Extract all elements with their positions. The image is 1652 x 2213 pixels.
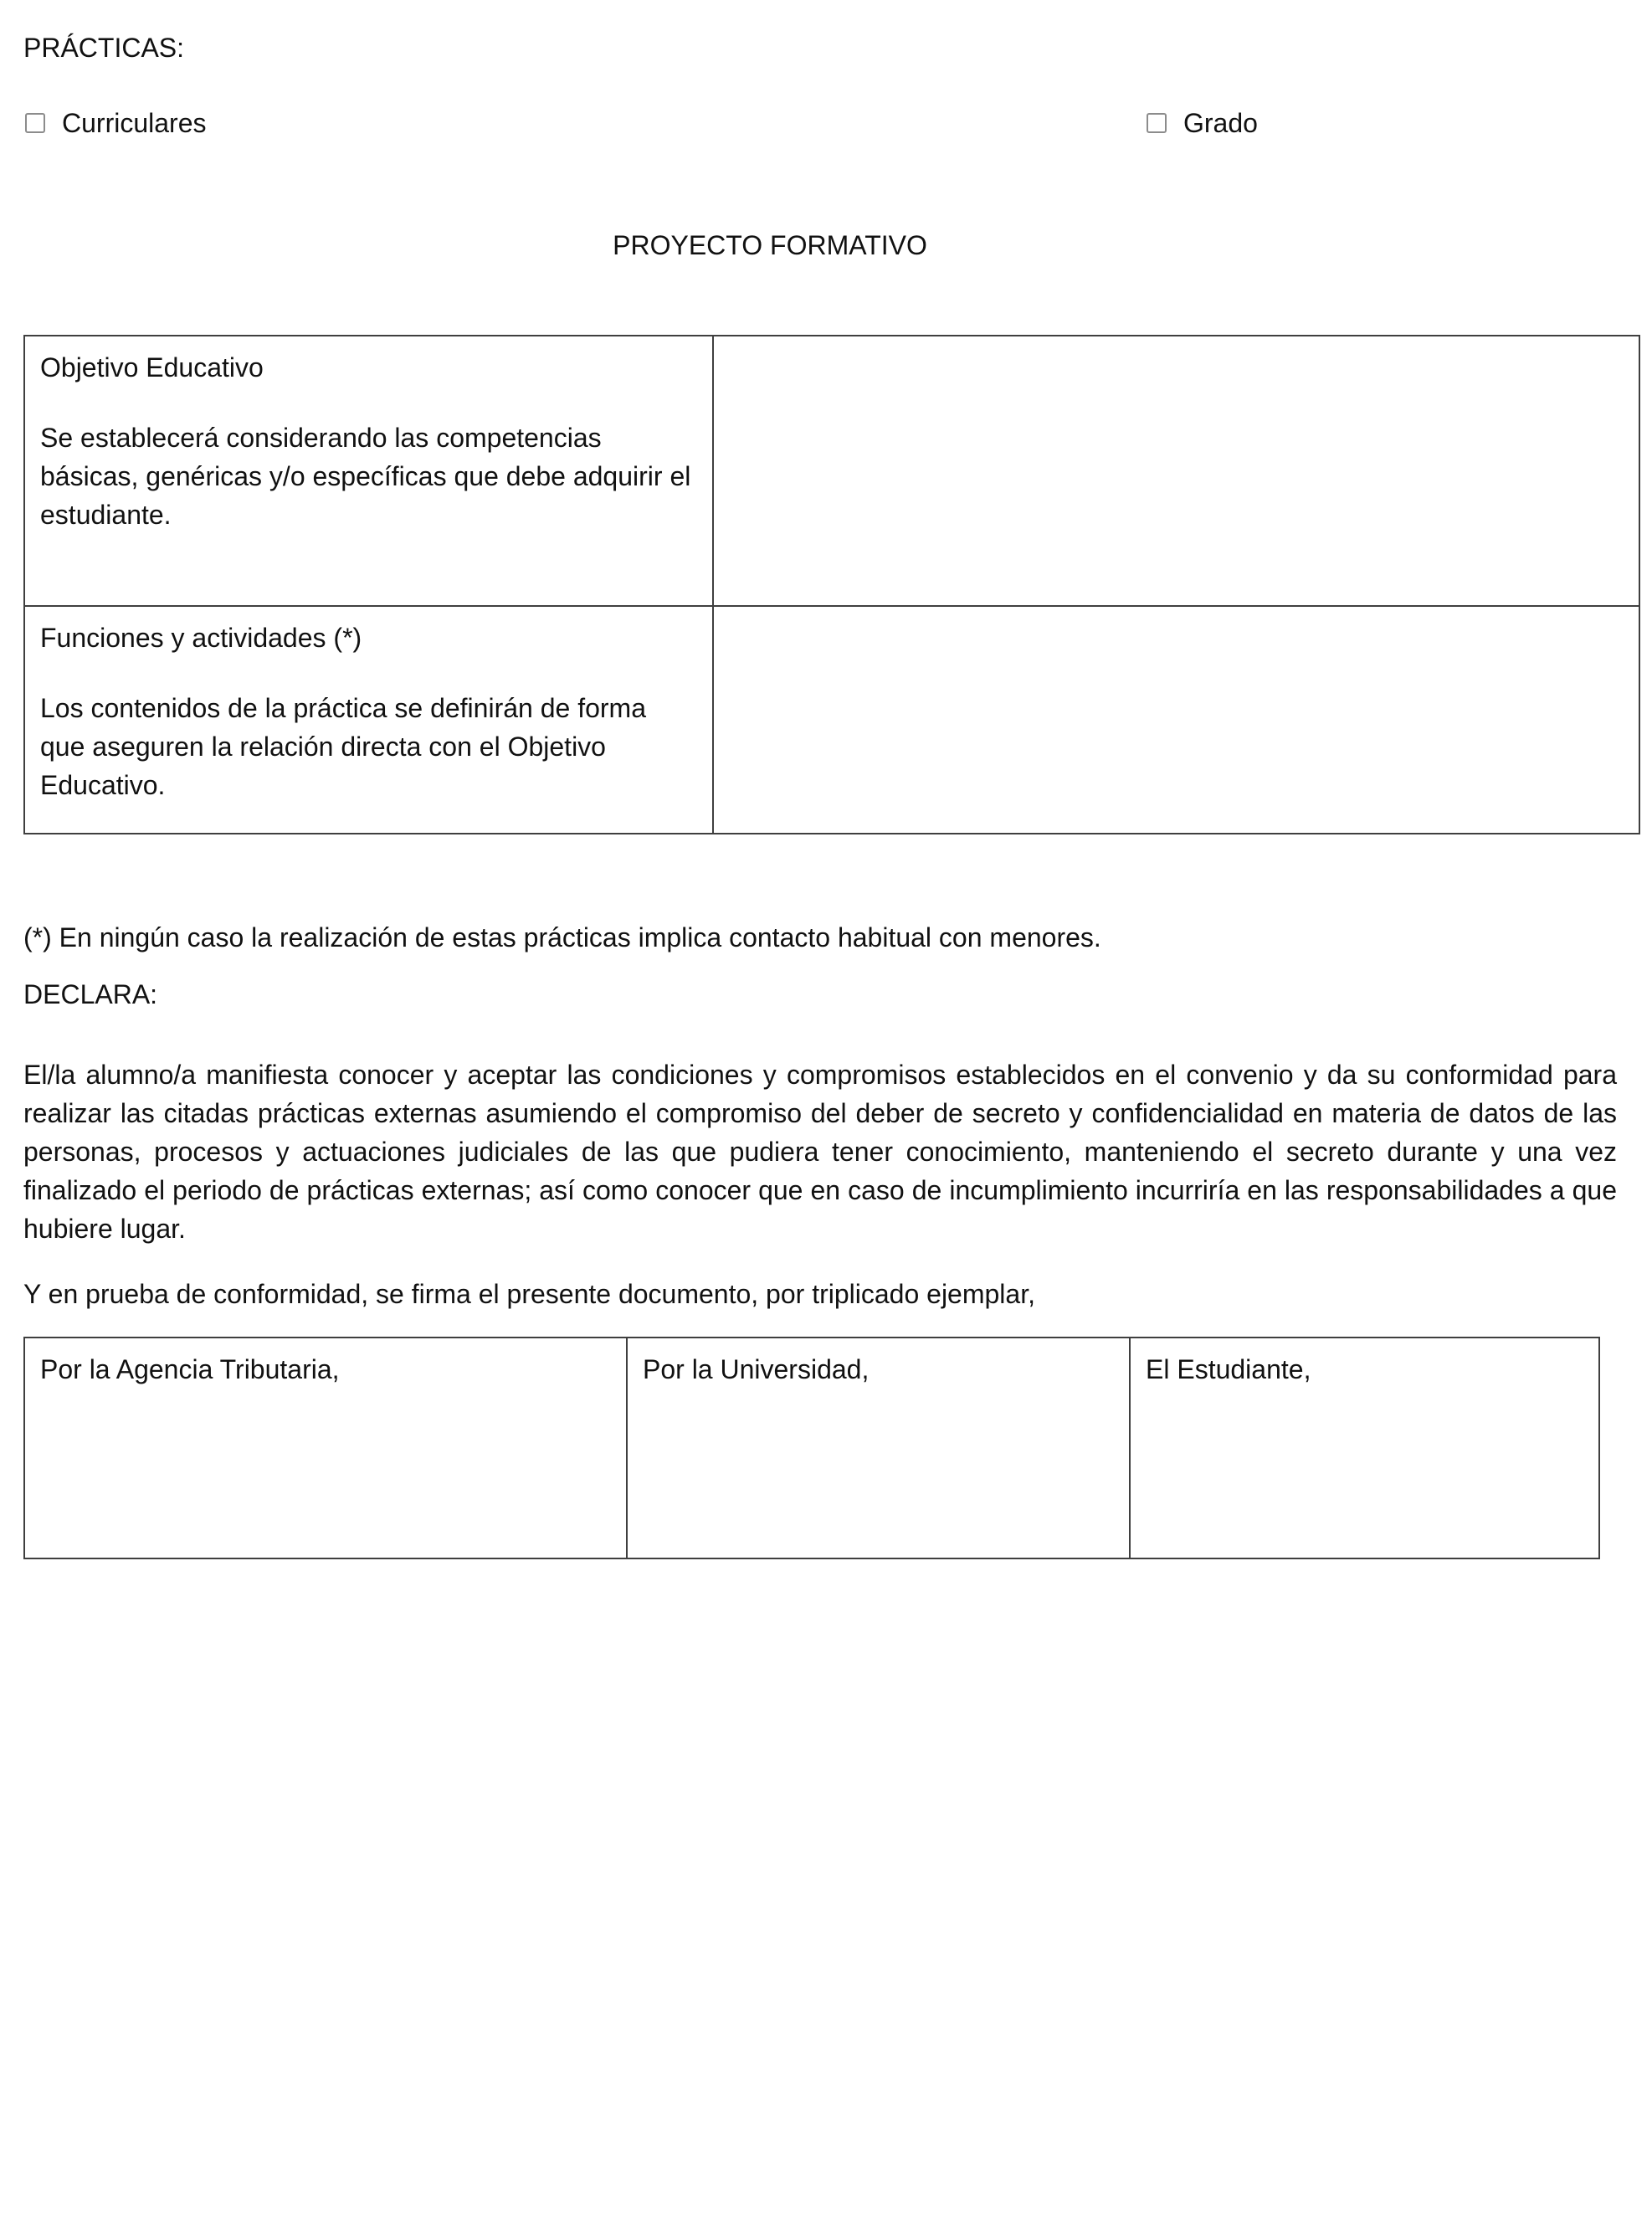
footnote: (*) En ningún caso la realización de estas prácticas implica contacto habitual con menores. (23, 922, 1101, 952)
practicas-checkbox-row (23, 104, 1617, 142)
grado-checkbox-group (1147, 104, 1258, 142)
objetivo-educativo-header: Objetivo Educativo (40, 352, 264, 383)
practicas-heading: PRÁCTICAS: (23, 33, 185, 63)
signature-cell-estudiante[interactable] (1130, 1338, 1599, 1558)
grado-label: Grado (1183, 108, 1258, 138)
table-row (24, 336, 1639, 606)
objetivo-educativo-value-cell[interactable] (713, 336, 1639, 606)
table-row (24, 606, 1639, 834)
proyecto-formativo-table (23, 335, 1640, 834)
conformity-statement: Y en prueba de conformidad, se firma el presente documento, por triplicado ejemplar, (23, 1279, 1035, 1309)
table-row (24, 1338, 1599, 1558)
grado-checkbox[interactable] (1147, 113, 1167, 133)
signature-cell-agencia-tributaria[interactable] (24, 1338, 627, 1558)
funciones-actividades-header: Funciones y actividades (*) (40, 623, 362, 653)
declaration-paragraph: El/la alumno/a manifiesta conocer y aceptar las condiciones y compromisos establecidos en el convenio y da su conformidad para realizar las citadas prácticas externas asumiendo el compromiso del deber de secreto y confidencialidad en materia de datos de las personas, procesos y actuaciones judiciales de las que pudiera tener conocimiento, manteniendo el secreto durante y una vez finalizado el periodo de prácticas externas; así como conocer que en caso de incumplimiento incurriría en las responsabilidades a que hubiere lugar. (23, 1060, 1617, 1244)
curriculares-checkbox-group (25, 104, 206, 142)
signature-cell-universidad[interactable] (627, 1338, 1130, 1558)
funciones-actividades-description: Los contenidos de la práctica se definirán de forma que aseguren la relación directa con el Objetivo Educativo. (40, 693, 646, 800)
objetivo-educativo-description: Se establecerá considerando las competencias básicas, genéricas y/o específicas que debe adquirir el estudiante. (40, 423, 691, 530)
curriculares-checkbox[interactable] (25, 113, 45, 133)
objetivo-educativo-label-cell (24, 336, 713, 606)
signature-label-agencia-tributaria: Por la Agencia Tributaria, (40, 1354, 340, 1384)
signature-label-universidad: Por la Universidad, (643, 1354, 870, 1384)
signature-table (23, 1337, 1600, 1559)
curriculares-label: Curriculares (62, 108, 207, 138)
page-title: PROYECTO FORMATIVO (613, 230, 927, 260)
declara-heading: DECLARA: (23, 979, 158, 1009)
funciones-actividades-label-cell (24, 606, 713, 834)
signature-label-estudiante: El Estudiante, (1146, 1354, 1311, 1384)
funciones-actividades-value-cell[interactable] (713, 606, 1639, 834)
